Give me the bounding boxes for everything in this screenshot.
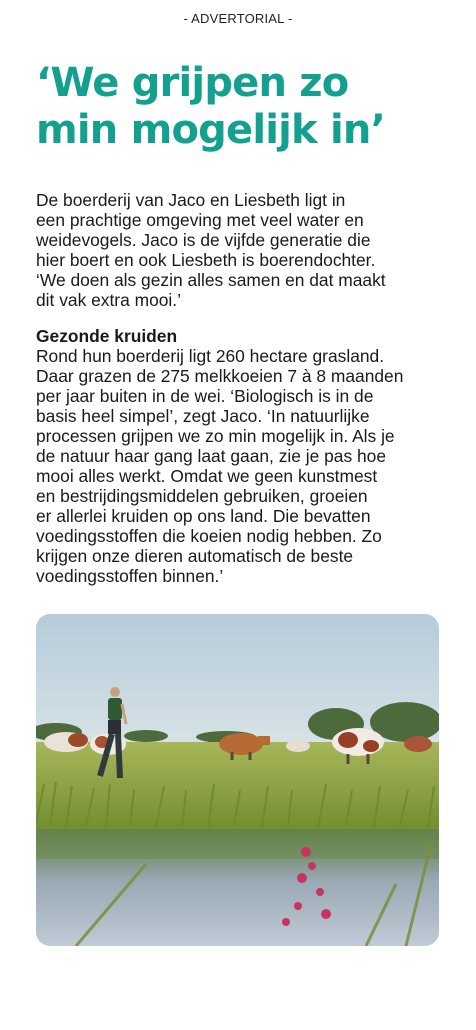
text-line: een prachtige omgeving met veel water en bbox=[36, 210, 364, 230]
text-line: per jaar buiten in de wei. ‘Biologisch is in de bbox=[36, 386, 374, 406]
text-line: weidevogels. Jaco is de vijfde generatie die bbox=[36, 230, 371, 250]
text-line: voedingsstoffen die koeien nodig hebben. Zo bbox=[36, 526, 382, 546]
text-line: dit vak extra mooi.’ bbox=[36, 290, 181, 310]
section-paragraph bbox=[36, 346, 456, 586]
advertorial-label: - ADVERTORIAL - bbox=[183, 11, 293, 26]
text-line: Daar grazen de 275 melkkoeien 7 à 8 maanden bbox=[36, 366, 404, 386]
text-line: er allerlei kruiden op ons land. Die bevatten bbox=[36, 506, 371, 526]
text-line: de natuur haar gang laat gaan, zie je pas hoe bbox=[36, 446, 387, 466]
farm-photo-illustration bbox=[36, 614, 439, 946]
text-line: hier boert en ook Liesbeth is boerendochter. bbox=[36, 250, 376, 270]
text-line: ‘We doen als gezin alles samen en dat maakt bbox=[36, 270, 386, 290]
text-line: voedingsstoffen binnen.’ bbox=[36, 566, 224, 586]
text-line: basis heel simpel’, zegt Jaco. ‘In natuurlijke bbox=[36, 406, 370, 426]
headline-line: min mogelijk in’ bbox=[36, 107, 385, 153]
text-line: Rond hun boerderij ligt 260 hectare grasland. bbox=[36, 346, 385, 366]
text-line: processen grijpen we zo min mogelijk in. Als je bbox=[36, 426, 395, 446]
text-line: mooi alles werkt. Omdat we geen kunstmest bbox=[36, 466, 378, 486]
headline bbox=[36, 60, 456, 154]
text-line: krijgen onze dieren automatisch de beste bbox=[36, 546, 354, 566]
section-heading: Gezonde kruiden bbox=[36, 326, 178, 346]
headline-line: ‘We grijpen zo bbox=[36, 60, 349, 106]
text-line: en bestrijdingsmiddelen gebruiken, groeien bbox=[36, 486, 368, 506]
farm-photo bbox=[36, 614, 439, 946]
text-line: De boerderij van Jaco en Liesbeth ligt in bbox=[36, 190, 346, 210]
intro-paragraph bbox=[36, 190, 456, 310]
